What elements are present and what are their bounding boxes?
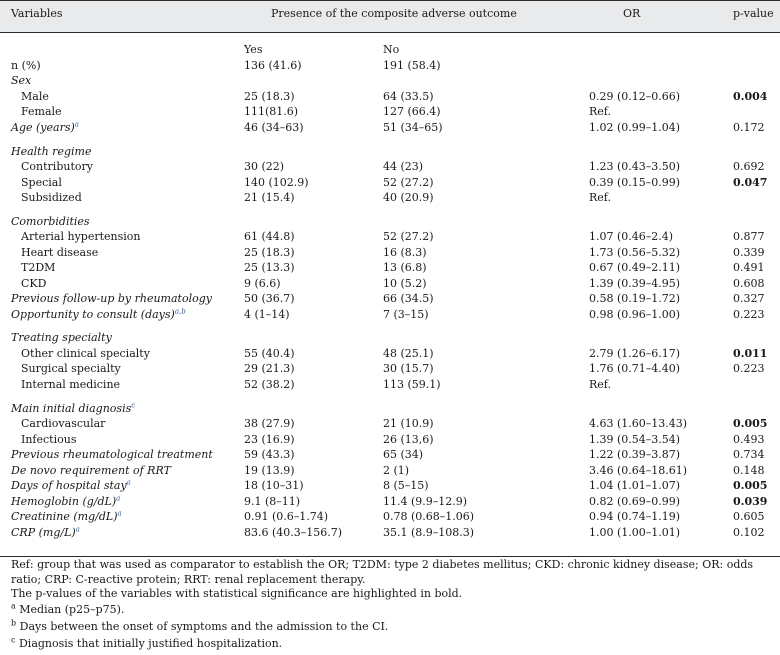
row-label-text: Previous follow-up by rheumatology [11,292,212,305]
header-pvalue: p-value [733,7,774,20]
or-cell: 0.29 (0.12–0.66) [589,90,681,103]
pvalue-cell: 0.327 [733,292,765,305]
or-cell: 2.79 (1.26–6.17) [589,347,681,360]
no-cell: 2 (1) [383,464,410,477]
pvalue-cell: 0.223 [733,362,765,375]
row-label-text: Subsidized [21,191,82,204]
row-label-text: Treating specialty [11,331,112,344]
or-cell: 1.73 (0.56–5.32) [589,246,681,259]
pvalue-cell: 0.005 [733,417,768,430]
footnote-reference: a,b [174,307,186,316]
row-label [21,191,82,205]
or-cell: 4.63 (1.60–13.43) [589,417,688,430]
pvalue-cell: 0.608 [733,277,765,290]
or-cell: 0.94 (0.74–1.19) [589,510,681,523]
pvalue-cell: 0.491 [733,261,765,274]
row-label-text: Main initial diagnosis [11,402,132,415]
or-cell: 1.39 (0.54–3.54) [589,433,681,446]
yes-cell: 136 (41.6) [244,59,302,72]
footnote-reference: a [74,120,79,129]
or-cell: 1.07 (0.46–2.4) [589,230,674,243]
row-label [21,433,76,447]
footnote-reference: a [117,509,122,518]
subheader-yes: Yes [244,43,263,56]
no-cell: 10 (5.2) [383,277,427,290]
row-label-text: n (%) [11,59,41,72]
row-label-text: Health regime [11,145,92,158]
yes-cell: 25 (18.3) [244,90,295,103]
row-label-text: Infectious [21,433,77,446]
row-label [21,160,93,174]
yes-cell: 9.1 (8–11) [244,495,301,508]
or-cell: 0.67 (0.49–2.11) [589,261,681,274]
pvalue-cell: 0.005 [733,479,768,492]
no-cell: 13 (6.8) [383,261,427,274]
row-label-text: CKD [21,277,47,290]
or-cell: 0.82 (0.69–0.99) [589,495,681,508]
no-cell: 7 (3–15) [383,308,429,321]
row-label-text: Cardiovascular [21,417,106,430]
or-cell: 1.00 (1.00–1.01) [589,526,681,539]
row-label [21,105,62,119]
row-label [11,292,212,306]
or-cell: 3.46 (0.64–18.61) [589,464,688,477]
or-cell: Ref. [589,378,611,391]
row-label [11,59,41,73]
footnote-bold-note: The p-values of the variables with statistical significance are highlighted in bold. [11,587,463,600]
pvalue-cell: 0.339 [733,246,765,259]
row-label [11,215,90,229]
yes-cell: 46 (34–63) [244,121,304,134]
row-label [11,331,112,345]
row-label [21,277,46,291]
yes-cell: 52 (38.2) [244,378,295,391]
row-label [21,347,150,361]
row-label-text: Other clinical specialty [21,347,150,360]
footnote-b [11,619,776,634]
yes-cell: 0.91 (0.6–1.74) [244,510,329,523]
header-rule [0,32,780,33]
yes-cell: 30 (22) [244,160,285,173]
footnote-reference: a [126,478,131,487]
row-label-text: Opportunity to consult (days) [11,308,175,321]
top-rule [0,0,780,1]
row-label [21,417,105,431]
footnote-reference: a [116,494,121,503]
row-label-text: Sex [11,74,32,87]
pvalue-cell: 0.223 [733,308,765,321]
row-label [11,121,79,135]
pvalue-cell: 0.148 [733,464,765,477]
row-label-text: Days of hospital stay [11,479,127,492]
no-cell: 113 (59.1) [383,378,441,391]
no-cell: 66 (34.5) [383,292,434,305]
footnote-a-mark: a [11,601,16,611]
subheader-no: No [383,43,400,56]
row-label-text: Creatinine (mg/dL) [11,510,118,523]
row-label-text: Arterial hypertension [21,230,141,243]
or-cell: 1.76 (0.71–4.40) [589,362,681,375]
no-cell: 127 (66.4) [383,105,441,118]
yes-cell: 18 (10–31) [244,479,304,492]
row-label-text: Age (years) [11,121,75,134]
yes-cell: 21 (15.4) [244,191,295,204]
row-label [11,495,120,509]
row-label [21,246,98,260]
or-cell: Ref. [589,191,611,204]
yes-cell: 4 (1–14) [244,308,290,321]
pvalue-cell: 0.004 [733,90,768,103]
row-label-text: Contributory [21,160,93,173]
or-cell: 0.39 (0.15–0.99) [589,176,681,189]
row-label-text: Previous rheumatological treatment [11,448,213,461]
pvalue-cell: 0.734 [733,448,765,461]
pvalue-cell: 0.039 [733,495,768,508]
row-label [21,378,120,392]
no-cell: 21 (10.9) [383,417,434,430]
or-cell: Ref. [589,105,611,118]
yes-cell: 25 (13.3) [244,261,295,274]
row-label [11,479,131,493]
pvalue-cell: 0.011 [733,347,768,360]
no-cell: 0.78 (0.68–1.06) [383,510,475,523]
footnote-c-mark: c [11,635,16,645]
row-label [11,510,122,524]
row-label-text: Internal medicine [21,378,121,391]
no-cell: 191 (58.4) [383,59,441,72]
row-label [21,230,140,244]
footnote-c [11,636,776,651]
row-label-text: Special [21,176,62,189]
no-cell: 26 (13,6) [383,433,434,446]
row-label-text: Comorbidities [11,215,90,228]
footnote-reference: c [131,401,136,410]
row-label [11,402,135,416]
row-label [11,464,171,478]
row-label [11,308,186,322]
yes-cell: 50 (36.7) [244,292,295,305]
pvalue-cell: 0.102 [733,526,765,539]
no-cell: 8 (5–15) [383,479,429,492]
no-cell: 52 (27.2) [383,176,434,189]
row-label-text: CRP (mg/L) [11,526,76,539]
row-label [11,74,31,88]
no-cell: 11.4 (9.9–12.9) [383,495,468,508]
pvalue-cell: 0.047 [733,176,768,189]
row-label [21,176,62,190]
row-label [21,362,121,376]
pvalue-cell: 0.605 [733,510,765,523]
row-label-text: Male [21,90,49,103]
yes-cell: 25 (18.3) [244,246,295,259]
row-label-text: Female [21,105,62,118]
row-label [21,261,55,275]
row-label [21,90,49,104]
no-cell: 51 (34–65) [383,121,443,134]
no-cell: 44 (23) [383,160,424,173]
no-cell: 52 (27.2) [383,230,434,243]
footnote-a-text: Median (p25–p75). [15,603,125,616]
yes-cell: 83.6 (40.3–156.7) [244,526,343,539]
yes-cell: 38 (27.9) [244,417,295,430]
row-label [11,448,213,462]
row-label-text: Hemoglobin (g/dL) [11,495,117,508]
or-cell: 1.23 (0.43–3.50) [589,160,681,173]
or-cell: 1.39 (0.39–4.95) [589,277,681,290]
footnote-c-text: Diagnosis that initially justified hospitalization. [15,637,283,650]
footnote-a [11,602,776,617]
yes-cell: 19 (13.9) [244,464,295,477]
or-cell: 1.02 (0.99–1.04) [589,121,681,134]
pvalue-cell: 0.493 [733,433,765,446]
pvalue-cell: 0.877 [733,230,765,243]
row-label-text: De novo requirement of RRT [11,464,171,477]
no-cell: 64 (33.5) [383,90,434,103]
yes-cell: 29 (21.3) [244,362,295,375]
yes-cell: 55 (40.4) [244,347,295,360]
row-label-text: Surgical specialty [21,362,121,375]
or-cell: 1.04 (1.01–1.07) [589,479,681,492]
header-or: OR [623,7,641,20]
no-cell: 40 (20.9) [383,191,434,204]
header-presence: Presence of the composite adverse outcome [271,7,517,20]
row-label [11,526,80,540]
no-cell: 65 (34) [383,448,424,461]
row-label-text: Heart disease [21,246,99,259]
no-cell: 48 (25.1) [383,347,434,360]
yes-cell: 23 (16.9) [244,433,295,446]
header-variables: Variables [11,7,63,20]
pvalue-cell: 0.172 [733,121,765,134]
yes-cell: 140 (102.9) [244,176,309,189]
no-cell: 30 (15.7) [383,362,434,375]
footnote-b-text: Days between the onset of symptoms and the admission to the CI. [16,620,389,633]
row-label [11,145,91,159]
row-label-text: T2DM [21,261,56,274]
or-cell: 1.22 (0.39–3.87) [589,448,681,461]
pvalue-cell: 0.692 [733,160,765,173]
footnote-abbreviations: Ref: group that was used as comparator to establish the OR; T2DM: type 2 diabetes mellitus; CKD: chronic kidney disease; OR: odds ratio; CRP: C-reactive protein; RRT: renal replacement therapy. [11,558,754,586]
yes-cell: 61 (44.8) [244,230,295,243]
yes-cell: 111(81.6) [244,105,299,118]
or-cell: 0.58 (0.19–1.72) [589,292,681,305]
footnote-b-mark: b [11,618,17,628]
yes-cell: 9 (6.6) [244,277,281,290]
yes-cell: 59 (43.3) [244,448,295,461]
footnote-reference: a [75,525,80,534]
or-cell: 0.98 (0.96–1.00) [589,308,681,321]
no-cell: 16 (8.3) [383,246,427,259]
no-cell: 35.1 (8.9–108.3) [383,526,475,539]
